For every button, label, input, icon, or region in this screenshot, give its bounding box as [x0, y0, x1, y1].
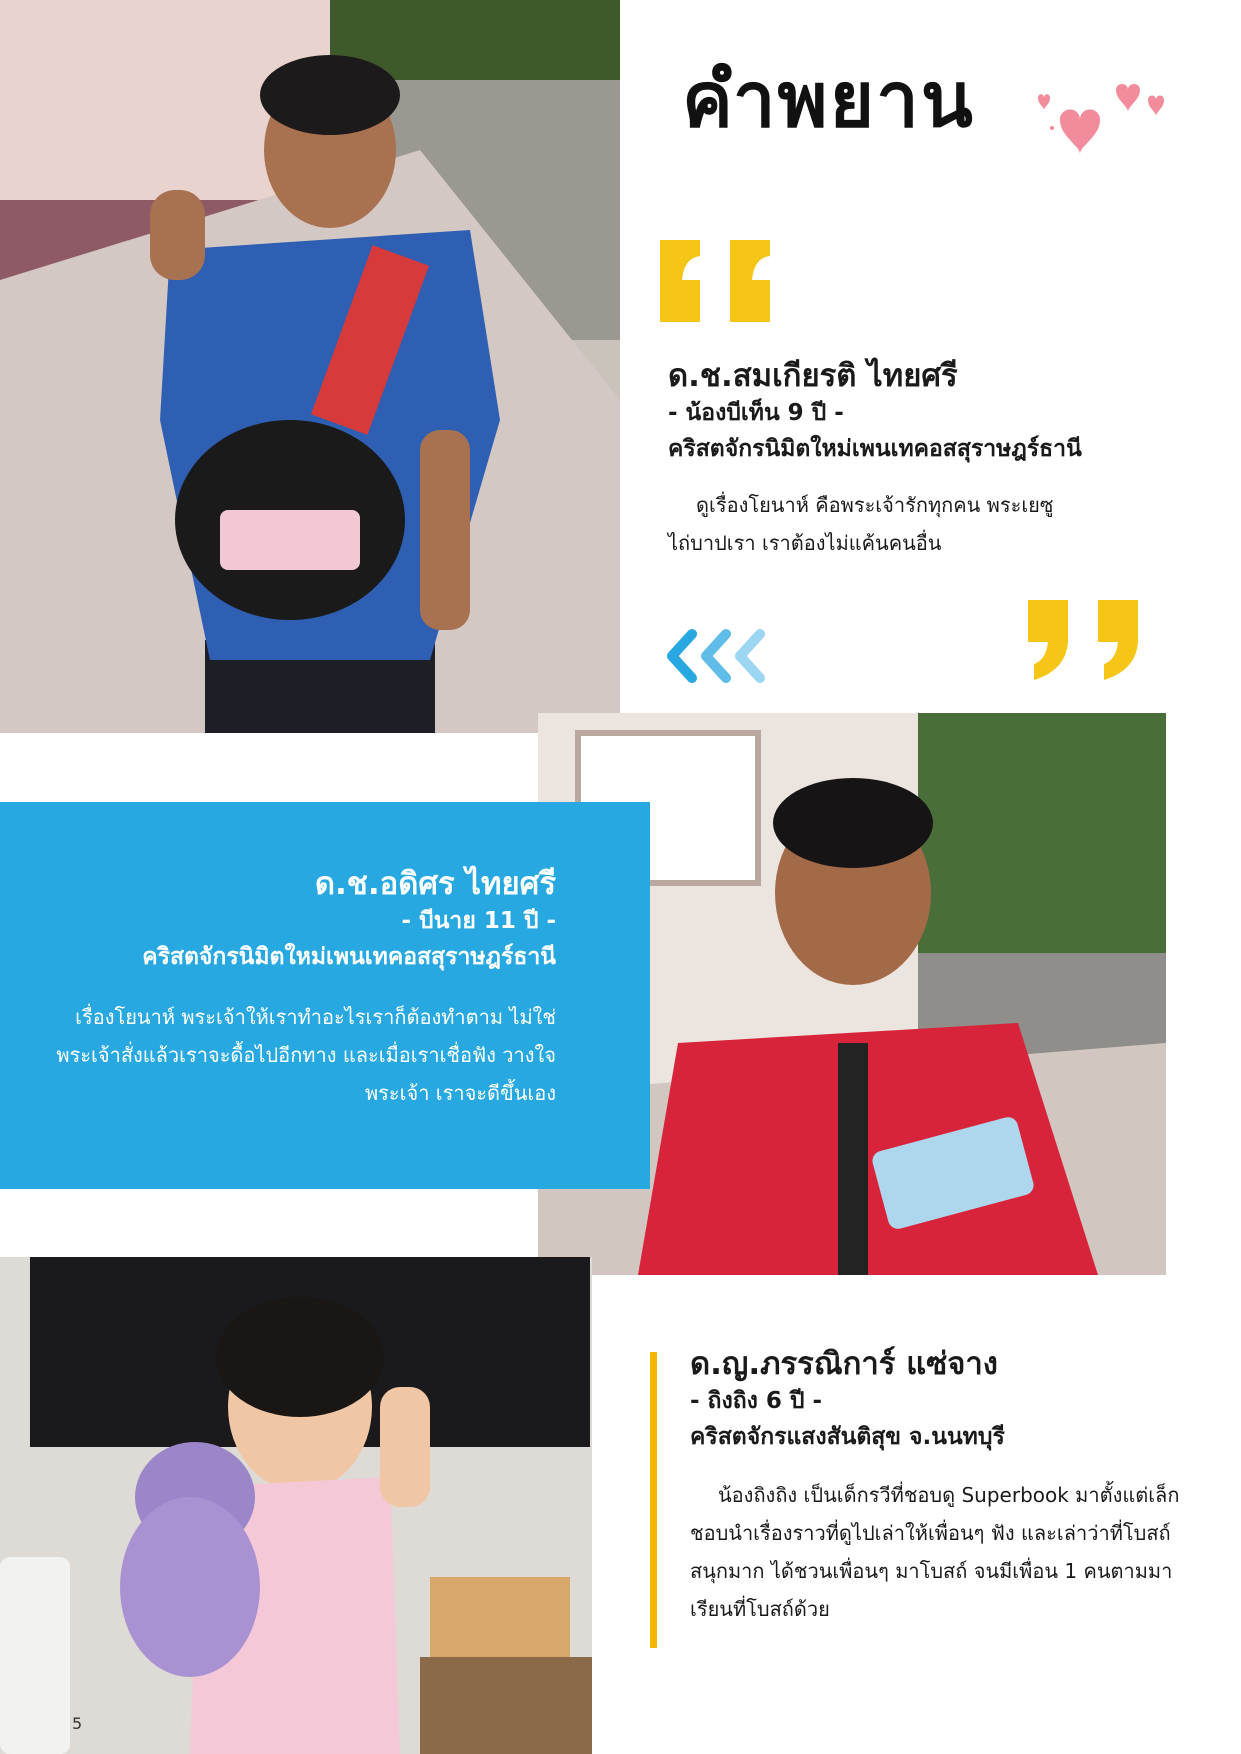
testimony-2-nickname-age: - บีนาย 11 ปี - — [401, 908, 556, 935]
testimony-2-panel — [0, 802, 650, 1189]
testimony-3-nickname-age: - ถิงถิง 6 ปี - — [690, 1388, 823, 1415]
testimony-1 — [668, 356, 1188, 562]
testimony-3 — [690, 1344, 1190, 1628]
testimony-1-nickname-age: - น้องบีเท็น 9 ปี - — [668, 400, 844, 427]
testimony-3-name: ด.ญ.ภรรณิการ์ แซ่จาง — [690, 1346, 998, 1382]
testimony-1-church: คริสตจักรนิมิตใหม่เพนเทคอสสุราษฎร์ธานี — [668, 435, 1082, 462]
testimony-2-church: คริสตจักรนิมิตใหม่เพนเทคอสสุราษฎร์ธานี — [142, 943, 556, 970]
page-title: คำพยาน — [682, 55, 975, 144]
testimony-2-name: ด.ช.อดิศร ไทยศรี — [314, 866, 556, 902]
testimony-3-church: คริสตจักรแสงสันติสุข จ.นนทบุรี — [690, 1423, 1005, 1450]
photo-boy-backpack — [0, 0, 620, 733]
hearts-icon — [1030, 70, 1170, 170]
testimony-2-text: เรื่องโยนาห์ พระเจ้าให้เราทำอะไรเราก็ต้องทำตาม ไม่ใช่พระเจ้าสั่งแล้วเราจะดื้อไปอีกทาง และเมื่อเราเชื่อฟัง วางใจพระเจ้า เราจะดีขึ้นเอง — [56, 1004, 556, 1105]
testimony-2 — [40, 864, 556, 1112]
testimony-3-text: น้องถิงถิง เป็นเด็กรวีที่ชอบดู Superbook มาตั้งแต่เล็ก ชอบนำเรื่องราวที่ดูไปเล่าให้เพื่อนๆ ฟัง และเล่าว่าที่โบสถ์สนุกมาก ได้ชวนเพื่อนๆ มาโบสถ์ จนมีเพื่อน 1 คนตามมาเรียนที่โบสถ์ด้วย — [690, 1482, 1180, 1621]
accent-bar — [650, 1352, 657, 1648]
testimony-1-text: ดูเรื่องโยนาห์ คือพระเจ้ารักทุกคน พระเยซูไถ่บาปเรา เราต้องไม่แค้นคนอื่น — [668, 492, 1054, 555]
chevrons-left-icon — [664, 628, 784, 684]
photo-girl-teddy-bear — [0, 1257, 592, 1754]
testimony-1-name: ด.ช.สมเกียรติ ไทยศรี — [668, 358, 958, 394]
close-quote-icon — [1028, 600, 1154, 680]
page-number: 5 — [72, 1714, 83, 1733]
open-quote-icon — [660, 240, 790, 322]
